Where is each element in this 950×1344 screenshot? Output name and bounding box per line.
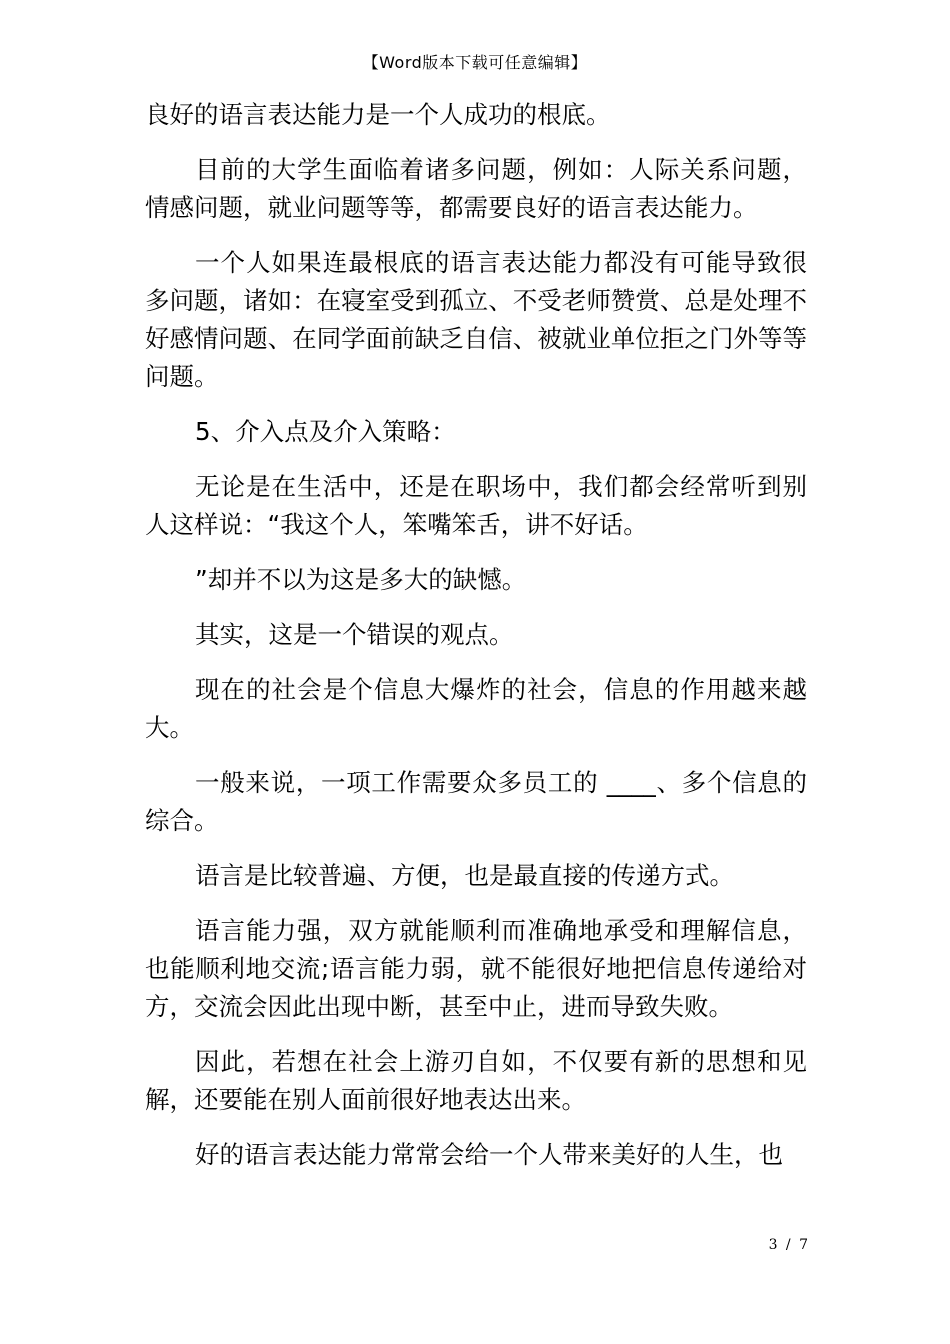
section-heading: 5、介入点及介入策略： xyxy=(195,417,456,446)
paragraph-7: 其实，这是一个错误的观点。 xyxy=(195,620,514,649)
paragraph-1: 良好的语言表达能力是一个人成功的根底。 xyxy=(145,100,611,129)
paragraph-6: ”却并不以为这是多大的缺憾。 xyxy=(195,565,527,594)
paragraph-13: 好的语言表达能力常常会给一个人带来美好的人生，也 xyxy=(195,1140,783,1169)
paragraph-10: 语言是比较普遍、方便，也是最直接的传递方式。 xyxy=(195,861,734,890)
paragraph-9: 一般来说，一项工作需要众多员工的 ____、多个信息的综合。 xyxy=(145,768,807,835)
paragraph-11: 语言能力强，双方就能顺利而准确地承受和理解信息，也能顺利地交流;语言能力弱，就不能很好地把信息传递给对方，交流会因此出现中断，甚至中止，进而导致失败。 xyxy=(145,916,807,1021)
page-number: 3 / 7 xyxy=(768,1237,810,1253)
paragraph-12: 因此，若想在社会上游刃自如，不仅要有新的思想和见解，还要能在别人面前很好地表达出来。 xyxy=(145,1047,807,1114)
paragraph-5: 无论是在生活中，还是在职场中，我们都会经常听到别人这样说：“我这个人，笨嘴笨舌，讲不好话。 xyxy=(145,472,807,539)
paragraph-8: 现在的社会是个信息大爆炸的社会，信息的作用越来越大。 xyxy=(145,675,807,742)
paragraph-3: 一个人如果连最根底的语言表达能力都没有可能导致很多问题，诸如：在寝室受到孤立、不受老师赞赏、总是处理不好感情问题、在同学面前缺乏自信、被就业单位拒之门外等等问题。 xyxy=(145,248,807,391)
document-header: 【Word版本下载可任意编辑】 xyxy=(362,53,588,72)
document-body xyxy=(145,96,807,1191)
paragraph-2: 目前的大学生面临着诸多问题，例如：人际关系问题，情感问题，就业问题等等，都需要良好的语言表达能力。 xyxy=(145,155,807,222)
